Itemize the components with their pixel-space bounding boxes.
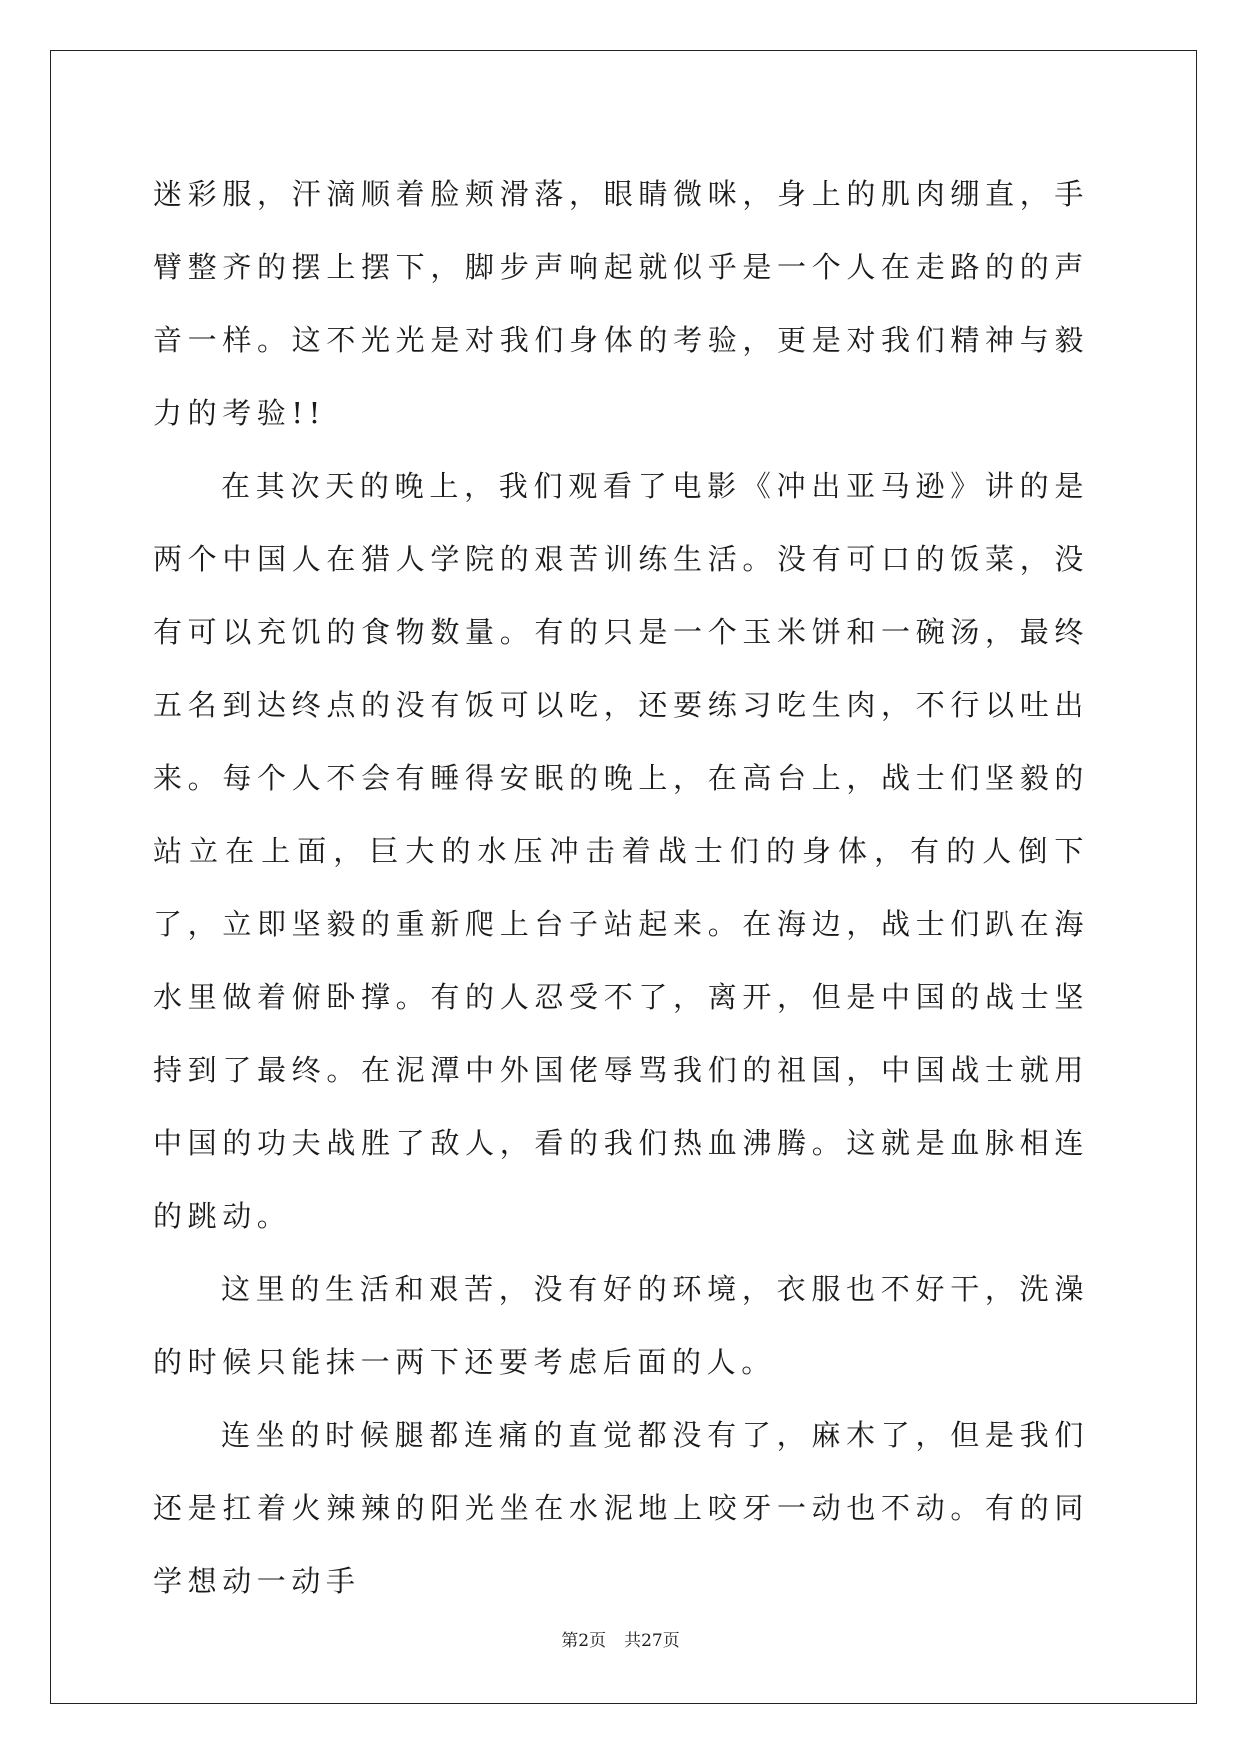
page-footer (0, 1630, 1241, 1652)
document-body (153, 158, 1089, 1618)
paragraph-4: 连坐的时候腿都连痛的直觉都没有了，麻木了，但是我们还是扛着火辣辣的阳光坐在水泥地上咬牙一动也不动。有的同学想动一动手 (153, 1418, 1089, 1598)
paragraph-2: 在其次天的晚上，我们观看了电影《冲出亚马逊》讲的是两个中国人在猎人学院的艰苦训练生活。没有可口的饭菜，没有可以充饥的食物数量。有的只是一个玉米饼和一碗汤，最终五名到达终点的没有饭可以吃，还要练习吃生肉，不行以吐出来。每个人不会有睡得安眠的晚上，在高台上，战士们坚毅的站立在上面，巨大的水压冲击着战士们的身体，有的人倒下了，立即坚毅的重新爬上台子站起来。在海边，战士们趴在海水里做着俯卧撑。有的人忍受不了，离开，但是中国的战士坚持到了最终。在泥潭中外国佬辱骂我们的祖国，中国战士就用中国的功夫战胜了敌人，看的我们热血沸腾。这就是血脉相连的跳动。 (153, 469, 1089, 1233)
page-number: 第2页 (561, 1631, 607, 1651)
paragraph-1: 迷彩服，汗滴顺着脸颊滑落，眼睛微咪，身上的肌肉绷直，手臂整齐的摆上摆下，脚步声响起就似乎是一个人在走路的的声音一样。这不光光是对我们身体的考验，更是对我们精神与毅力的考验!! (153, 177, 1089, 430)
paragraph-3: 这里的生活和艰苦，没有好的环境，衣服也不好干，洗澡的时候只能抹一两下还要考虑后面的人。 (153, 1272, 1089, 1379)
page-total: 共27页 (624, 1631, 680, 1651)
